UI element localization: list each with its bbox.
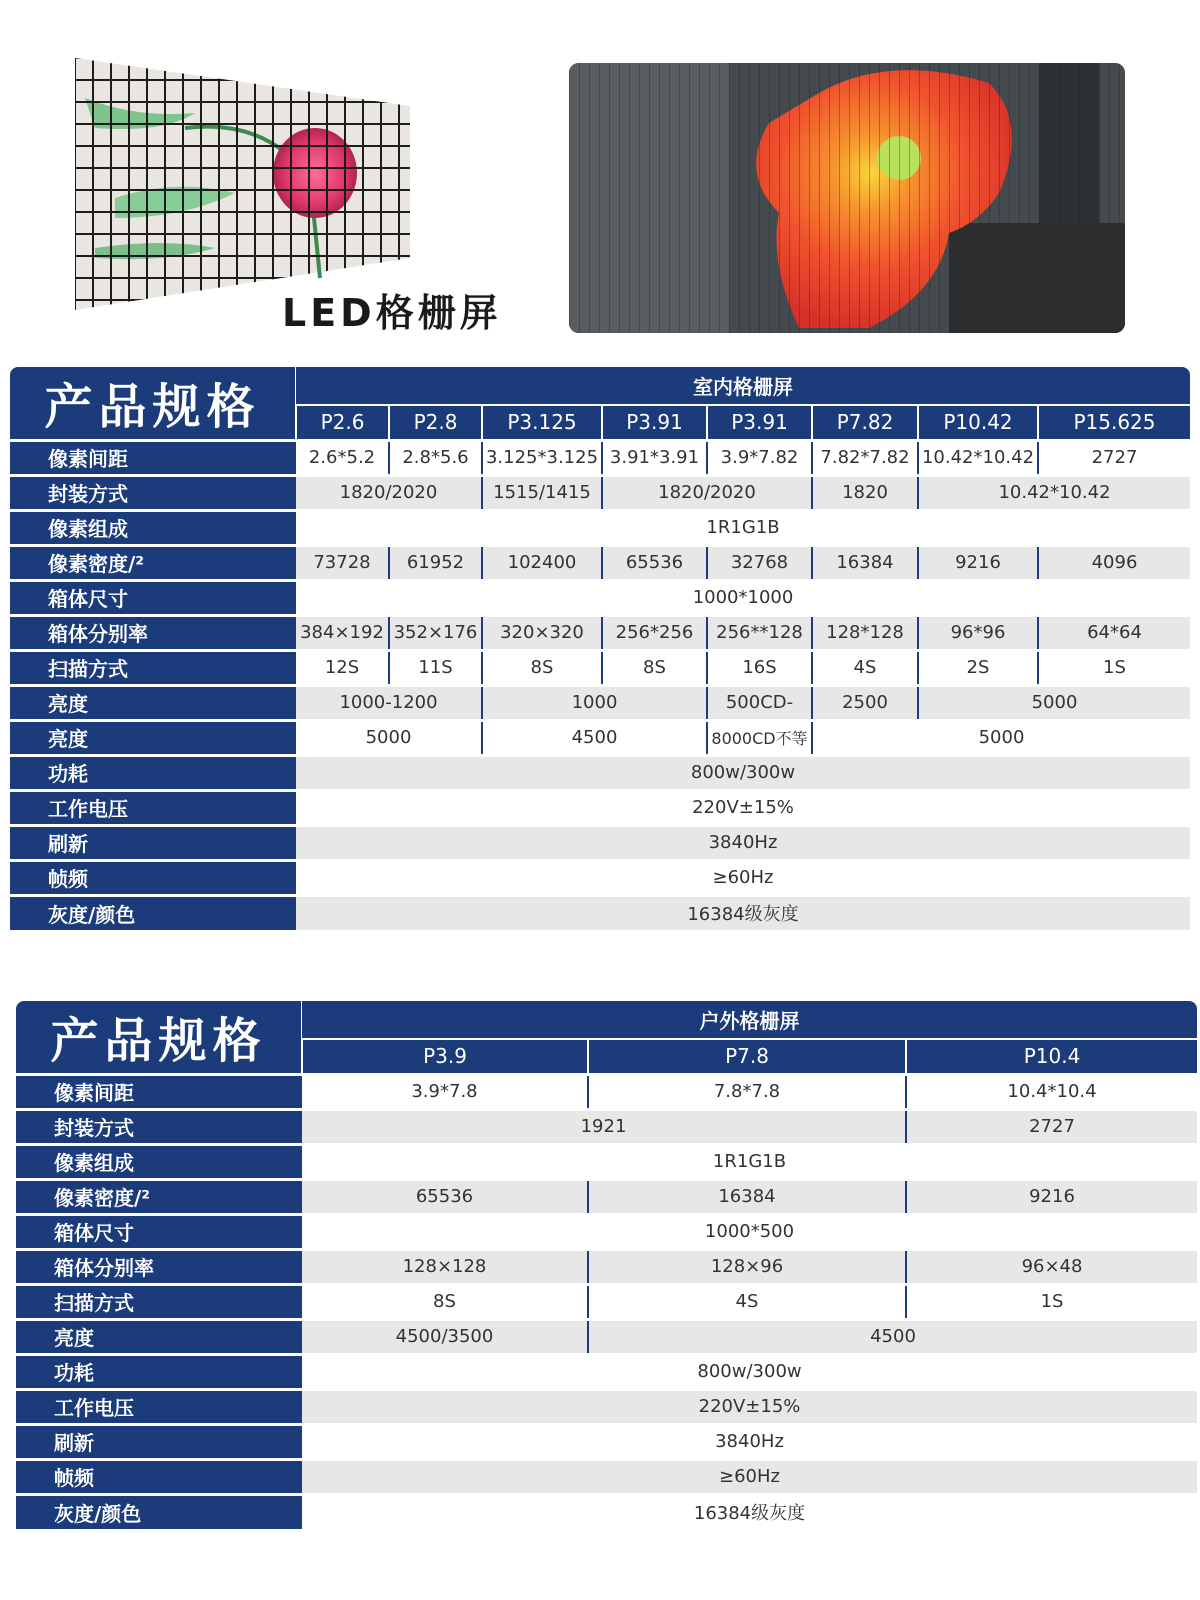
- table-row: [10, 895, 1190, 930]
- spec-label: 封装方式: [10, 475, 296, 510]
- led-grid-screen-poppy-building-image: [569, 63, 1125, 333]
- spec-value: 128×128: [302, 1249, 588, 1284]
- spec-value: 4S: [588, 1284, 906, 1319]
- indoor-model-header: P2.8: [389, 405, 482, 440]
- outdoor-spec-title: 产品规格: [16, 1001, 302, 1074]
- led-grid-screen-rose-image: [75, 58, 410, 310]
- outdoor-model-header: P3.9: [302, 1039, 588, 1074]
- spec-label: 亮度: [10, 685, 296, 720]
- spec-value: ≥60Hz: [296, 860, 1190, 895]
- spec-label: 箱体尺寸: [10, 580, 296, 615]
- spec-value: 16384级灰度: [302, 1494, 1197, 1529]
- spec-label: 帧频: [16, 1459, 302, 1494]
- table-row: [10, 475, 1190, 510]
- table-row: [16, 1319, 1197, 1354]
- table-row: [16, 1249, 1197, 1284]
- table-row: [16, 1284, 1197, 1319]
- spec-value: 4096: [1038, 545, 1190, 580]
- spec-value: 10.4*10.4: [906, 1074, 1197, 1109]
- spec-value: 5000: [812, 720, 1190, 755]
- spec-value: 16384级灰度: [296, 895, 1190, 930]
- table-row: [16, 1074, 1197, 1109]
- spec-value: 73728: [296, 545, 389, 580]
- spec-value: 500CD-: [707, 685, 812, 720]
- spec-label: 像素密度/²: [16, 1179, 302, 1214]
- indoor-category-header: 室内格栅屏: [296, 367, 1190, 405]
- spec-value: 1515/1415: [482, 475, 602, 510]
- spec-label: 像素组成: [10, 510, 296, 545]
- outdoor-spec-table: [16, 1001, 1197, 1529]
- indoor-spec-table: [10, 367, 1190, 930]
- spec-label: 刷新: [10, 825, 296, 860]
- spec-label: 像素间距: [16, 1074, 302, 1109]
- table-row: [10, 825, 1190, 860]
- table-row: [16, 1424, 1197, 1459]
- spec-label: 亮度: [16, 1319, 302, 1354]
- table-row: [16, 1459, 1197, 1494]
- table-row: [10, 580, 1190, 615]
- spec-value: 128*128: [812, 615, 918, 650]
- indoor-model-header: P3.91: [602, 405, 707, 440]
- indoor-model-header: P7.82: [812, 405, 918, 440]
- spec-label: 箱体分别率: [10, 615, 296, 650]
- spec-value: 8000CD不等: [707, 720, 812, 755]
- spec-value: 3.9*7.8: [302, 1074, 588, 1109]
- spec-value: 7.82*7.82: [812, 440, 918, 475]
- spec-value: 1000: [482, 685, 707, 720]
- spec-value: 384×192: [296, 615, 389, 650]
- spec-value: 61952: [389, 545, 482, 580]
- spec-value: 10.42*10.42: [918, 440, 1038, 475]
- spec-label: 像素组成: [16, 1144, 302, 1179]
- spec-value: 1921: [302, 1109, 906, 1144]
- spec-value: 8S: [602, 650, 707, 685]
- spec-value: 1000*500: [302, 1214, 1197, 1249]
- spec-value: 1S: [906, 1284, 1197, 1319]
- spec-value: 1000-1200: [296, 685, 482, 720]
- table-row: [10, 860, 1190, 895]
- spec-value: 4500: [588, 1319, 1197, 1354]
- spec-value: 800w/300w: [296, 755, 1190, 790]
- spec-value: 128×96: [588, 1249, 906, 1284]
- spec-value: 8S: [302, 1284, 588, 1319]
- spec-value: 16384: [588, 1179, 906, 1214]
- spec-value: 2500: [812, 685, 918, 720]
- spec-value: 32768: [707, 545, 812, 580]
- spec-value: 1S: [1038, 650, 1190, 685]
- spec-value: 65536: [302, 1179, 588, 1214]
- spec-value: 1R1G1B: [296, 510, 1190, 545]
- table-row: [16, 1144, 1197, 1179]
- spec-label: 功耗: [10, 755, 296, 790]
- spec-value: 3840Hz: [302, 1424, 1197, 1459]
- spec-value: 3.91*3.91: [602, 440, 707, 475]
- spec-value: 256**128: [707, 615, 812, 650]
- spec-label: 扫描方式: [10, 650, 296, 685]
- spec-value: 2.8*5.6: [389, 440, 482, 475]
- spec-value: 800w/300w: [302, 1354, 1197, 1389]
- spec-value: 2S: [918, 650, 1038, 685]
- table-row: [16, 1214, 1197, 1249]
- spec-value: 1820: [812, 475, 918, 510]
- spec-value: 5000: [918, 685, 1190, 720]
- spec-value: 2727: [1038, 440, 1190, 475]
- indoor-model-header: P15.625: [1038, 405, 1190, 440]
- spec-value: 4S: [812, 650, 918, 685]
- spec-label: 灰度/颜色: [16, 1494, 302, 1529]
- spec-value: 3.125*3.125: [482, 440, 602, 475]
- spec-value: 9216: [918, 545, 1038, 580]
- spec-label: 功耗: [16, 1354, 302, 1389]
- spec-value: 65536: [602, 545, 707, 580]
- table-row: [16, 1389, 1197, 1424]
- spec-value: 9216: [906, 1179, 1197, 1214]
- table-row: [10, 615, 1190, 650]
- spec-label: 工作电压: [10, 790, 296, 825]
- spec-value: 4500/3500: [302, 1319, 588, 1354]
- spec-label: 像素间距: [10, 440, 296, 475]
- hero-caption: LED格栅屏: [282, 291, 502, 335]
- outdoor-model-header: P10.4: [906, 1039, 1197, 1074]
- spec-value: 64*64: [1038, 615, 1190, 650]
- spec-value: 3840Hz: [296, 825, 1190, 860]
- spec-value: ≥60Hz: [302, 1459, 1197, 1494]
- spec-value: 12S: [296, 650, 389, 685]
- spec-value: 102400: [482, 545, 602, 580]
- spec-label: 帧频: [10, 860, 296, 895]
- spec-label: 刷新: [16, 1424, 302, 1459]
- table-row: [10, 720, 1190, 755]
- indoor-model-header: P3.125: [482, 405, 602, 440]
- outdoor-model-header: P7.8: [588, 1039, 906, 1074]
- spec-label: 亮度: [10, 720, 296, 755]
- spec-value: 5000: [296, 720, 482, 755]
- table-row: [16, 1179, 1197, 1214]
- spec-value: 320×320: [482, 615, 602, 650]
- spec-value: 96*96: [918, 615, 1038, 650]
- spec-value: 2727: [906, 1109, 1197, 1144]
- outdoor-category-header: 户外格栅屏: [302, 1001, 1197, 1039]
- table-row: [10, 510, 1190, 545]
- spec-value: 352×176: [389, 615, 482, 650]
- spec-value: 96×48: [906, 1249, 1197, 1284]
- spec-label: 工作电压: [16, 1389, 302, 1424]
- table-row: [10, 650, 1190, 685]
- spec-value: 1820/2020: [602, 475, 812, 510]
- spec-value: 8S: [482, 650, 602, 685]
- spec-label: 像素密度/²: [10, 545, 296, 580]
- table-row: [16, 1109, 1197, 1144]
- table-row: [10, 545, 1190, 580]
- table-row: [10, 685, 1190, 720]
- indoor-model-header: P10.42: [918, 405, 1038, 440]
- table-row: [16, 1494, 1197, 1529]
- indoor-model-header: P2.6: [296, 405, 389, 440]
- table-row: [10, 440, 1190, 475]
- spec-label: 箱体尺寸: [16, 1214, 302, 1249]
- indoor-spec-title: 产品规格: [10, 367, 296, 440]
- spec-value: 7.8*7.8: [588, 1074, 906, 1109]
- spec-label: 箱体分别率: [16, 1249, 302, 1284]
- spec-value: 16384: [812, 545, 918, 580]
- spec-value: 256*256: [602, 615, 707, 650]
- spec-value: 1820/2020: [296, 475, 482, 510]
- spec-value: 11S: [389, 650, 482, 685]
- spec-value: 1000*1000: [296, 580, 1190, 615]
- spec-value: 220V±15%: [296, 790, 1190, 825]
- table-row: [16, 1354, 1197, 1389]
- spec-value: 2.6*5.2: [296, 440, 389, 475]
- spec-value: 1R1G1B: [302, 1144, 1197, 1179]
- spec-label: 扫描方式: [16, 1284, 302, 1319]
- spec-label: 灰度/颜色: [10, 895, 296, 930]
- spec-value: 10.42*10.42: [918, 475, 1190, 510]
- spec-value: 3.9*7.82: [707, 440, 812, 475]
- spec-value: 4500: [482, 720, 707, 755]
- spec-label: 封装方式: [16, 1109, 302, 1144]
- table-row: [10, 790, 1190, 825]
- indoor-model-header: P3.91: [707, 405, 812, 440]
- spec-value: 220V±15%: [302, 1389, 1197, 1424]
- table-row: [10, 755, 1190, 790]
- spec-value: 16S: [707, 650, 812, 685]
